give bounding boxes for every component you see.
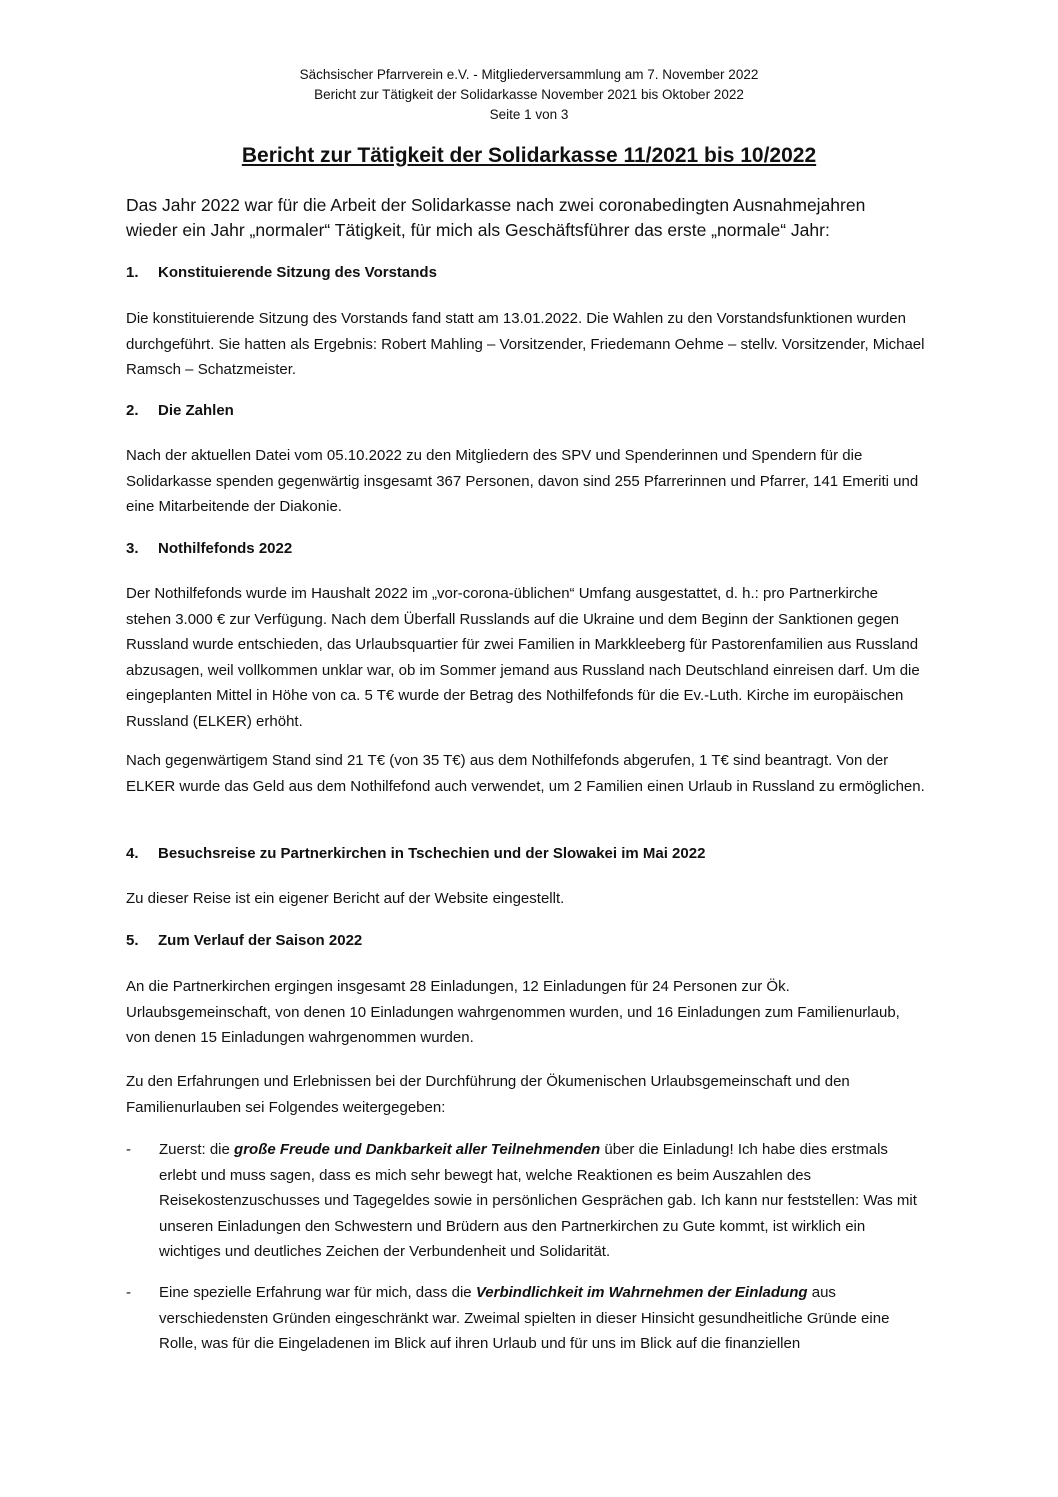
section-number: 1.	[126, 264, 139, 281]
section-3-paragraph-1: Der Nothilfefonds wurde im Haushalt 2022 im „vor-corona-üblichen“ Umfang ausgestattet, d. h.: pro Partnerkirche stehen 3.000 € zur Verfügung. Nach dem Überfall Russlands auf die Ukraine und dem Beginn der Sanktionen gegen Russland wurde entschieden, das Urlaubsquartier für zwei Familien in Markkleeberg für Pastorenfamilien aus Russland abzusagen, weil vollkommen unklar war, ob im Sommer jemand aus Russland nach Deutschland einreisen darf. Um die eingeplanten Mittel in Höhe von ca. 5 T€ wurde der Betrag des Nothilfefonds für die Ev.-Luth. Kirche im europäischen Russland (ELKER) erhöht.	[126, 585, 920, 730]
section-5-paragraph-1: An die Partnerkirchen ergingen insgesamt 28 Einladungen, 12 Einladungen für 24 Personen zur Ök. Urlaubsgemeinschaft, von denen 10 Einladungen wahrgenommen wurden, und 16 Einladungen zum Familienurlaub, von denen 15 Einladungen wahrgenommen wurden.	[126, 978, 900, 1046]
bullet-dash: -	[126, 1284, 131, 1301]
section-heading-1	[126, 264, 437, 281]
section-2-paragraph-1: Nach der aktuellen Datei vom 05.10.2022 zu den Mitgliedern des SPV und Spenderinnen und Spendern für die Solidarkasse spenden gegenwärtig insgesamt 367 Personen, davon sind 255 Pfarrerinnen und Pfarrer, 141 Emeriti und eine Mitarbeitende der Diakonie.	[126, 447, 919, 515]
bullet-emphasis: große Freude und Dankbarkeit aller Teilnehmenden	[234, 1141, 601, 1158]
bullet-dash: -	[126, 1141, 131, 1158]
intro-paragraph: Das Jahr 2022 war für die Arbeit der Solidarkasse nach zwei coronabedingten Ausnahmejahren wieder ein Jahr „normaler“ Tätigkeit, für mich als Geschäftsführer das erste „normale“ Jahr:	[126, 195, 866, 240]
section-5-paragraph-2: Zu den Erfahrungen und Erlebnissen bei der Durchführung der Ökumenischen Urlaubsgemeinschaft und den Familienurlauben sei Folgendes weitergegeben:	[126, 1073, 850, 1116]
section-heading-5	[126, 932, 362, 949]
section-title: Nothilfefonds 2022	[158, 540, 293, 557]
section-heading-2	[126, 402, 234, 419]
section-4-paragraph-1: Zu dieser Reise ist ein eigener Bericht auf der Website eingestellt.	[126, 890, 565, 907]
section-heading-3	[126, 540, 292, 557]
section-number: 3.	[126, 540, 139, 557]
section-title: Konstituierende Sitzung des Vorstands	[158, 264, 437, 281]
bullet-text-start: Eine spezielle Erfahrung war für mich, dass die	[159, 1284, 476, 1301]
header-line-2: Bericht zur Tätigkeit der Solidarkasse November 2021 bis Oktober 2022	[314, 87, 744, 102]
bullet-text	[159, 1137, 926, 1265]
bullet-text-end: aus verschiedensten Gründen eingeschränkt war. Zweimal spielten in dieser Hinsicht gesundheitliche Gründe eine Rolle, was für die Eingeladenen im Blick auf ihren Urlaub und für uns im Blick auf die finanziellen	[159, 1284, 890, 1352]
section-title: Besuchsreise zu Partnerkirchen in Tschechien und der Slowakei im Mai 2022	[158, 845, 706, 862]
section-3-paragraph-2: Nach gegenwärtigem Stand sind 21 T€ (von 35 T€) aus dem Nothilfefonds abgerufen, 1 T€ sind beantragt. Von der ELKER wurde das Geld aus dem Nothilfefond auch verwendet, um 2 Familien einen Urlaub in Russland zu ermöglichen.	[126, 752, 925, 795]
bullet-text	[159, 1280, 926, 1357]
page-number: Seite 1 von 3	[489, 107, 569, 122]
section-number: 2.	[126, 402, 139, 419]
section-title: Zum Verlauf der Saison 2022	[158, 932, 363, 949]
bullet-text-end: über die Einladung! Ich habe dies erstmals erlebt und muss sagen, dass es mich sehr bewegt hat, welche Reaktionen es beim Auszahlen des Reisekostenzuschusses und Tagegeldes sowie in persönlichen Gesprächen gab. Ich kann nur feststellen: Was mit unseren Einladungen den Schwestern und Brüdern aus den Partnerkirchen zu Gute kommt, ist wirklich ein wichtiges und deutliches Zeichen der Verbundenheit und Solidarität.	[159, 1141, 917, 1260]
section-title: Die Zahlen	[158, 402, 234, 419]
section-number: 4.	[126, 845, 139, 862]
section-number: 5.	[126, 932, 139, 949]
section-1-paragraph-1: Die konstituierende Sitzung des Vorstands fand statt am 13.01.2022. Die Wahlen zu den Vorstandsfunktionen wurden durchgeführt. Sie hatten als Ergebnis: Robert Mahling – Vorsitzender, Friedemann Oehme – stellv. Vorsitzender, Michael Ramsch – Schatzmeister.	[126, 310, 925, 378]
header-line-1: Sächsischer Pfarrverein e.V. - Mitgliederversammlung am 7. November 2022	[299, 67, 759, 82]
bullet-emphasis: Verbindlichkeit im Wahrnehmen der Einladung	[475, 1284, 808, 1301]
section-heading-4	[126, 845, 705, 862]
bullet-text-start: Zuerst: die	[159, 1141, 235, 1158]
page-title: Bericht zur Tätigkeit der Solidarkasse 11/2021 bis 10/2022	[241, 144, 817, 167]
